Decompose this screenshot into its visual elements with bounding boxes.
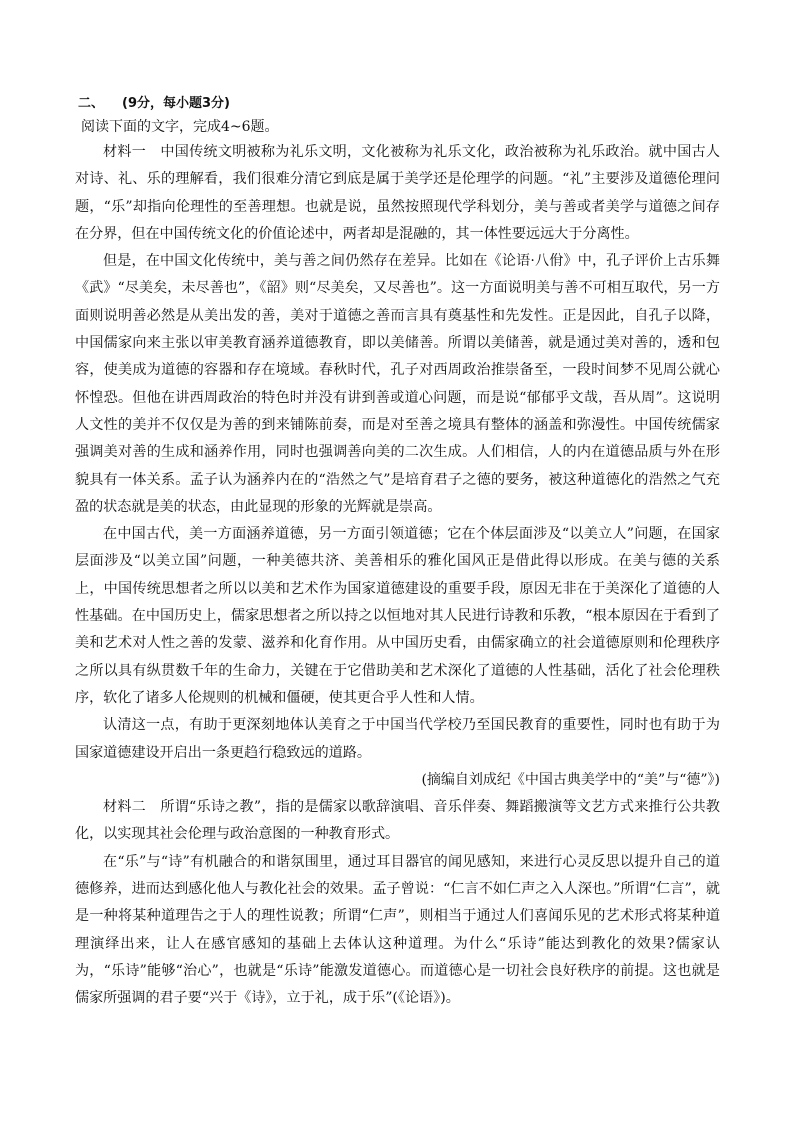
material2-paragraph-1: 材料二 所谓“乐诗之教”，指的是儒家以歌辞演唱、音乐伴奏、舞蹈搬演等文艺方式来推行公共教化，以实现其社会伦理与政治意图的一种教育形式。 [75, 799, 720, 843]
section-heading [75, 93, 720, 115]
section-number: 二、 [78, 96, 105, 111]
document-page [75, 93, 720, 1013]
material1-paragraph-1: 材料一 中国传统文明被称为礼乐文明，文化被称为礼乐文化，政治被称为礼乐政治。就中国古人对诗、礼、乐的理解看，我们很难分清它到底是属于美学还是伦理学的问题。“礼”主要涉及道德伦理问题，“乐”却指向伦理性的至善理想。也就是说，虽然按照现代学科划分，美与善或者美学与道德之间存在分界，但在中国传统文化的价值论述中，两者却是混融的，其一体性要远远大于分离性。 [75, 144, 720, 242]
material1-paragraph-4: 认清这一点，有助于更深刻地体认美育之于中国当代学校乃至国民教育的重要性，同时也有助于为国家道德建设开启出一条更趋行稳致远的道路。 [75, 717, 720, 761]
material2-paragraph-2: 在“乐”与“诗”有机融合的和谐氛围里，通过耳目器官的闻见感知，来进行心灵反思以提升自己的道德修养，进而达到感化他人与教化社会的效果。孟子曾说：“仁言不如仁声之入人深也。”所谓“仁言”，就是一种将某种道理告之于人的理性说教；所谓“仁声”，则相当于通过人们喜闻乐见的艺术形式将某种道理演绎出来，让人在感官感知的基础上去体认这种道理。为什么“乐诗”能达到教化的效果?儒家认为，“乐诗”能够“治心”，也就是“乐诗”能激发道德心。而道德心是一切社会良好秩序的前提。这也就是儒家所强调的君子要“兴于《诗》，立于礼，成于乐”(《论语》)。 [75, 853, 720, 1007]
material1-paragraph-3: 在中国古代，美一方面涵养道德，另一方面引领道德；它在个体层面涉及“以美立人”问题，在国家层面涉及“以美立国”问题，一种美德共济、美善相乐的雅化国风正是借此得以形成。在美与德的关系上，中国传统思想者之所以以美和艺术作为国家道德建设的重要手段，原因无非在于美深化了道德的人性基础。在中国历史上，儒家思想者之所以持之以恒地对其人民进行诗教和乐教，“根本原因在于看到了美和艺术对人性之善的发蒙、滋养和化育作用。从中国历史看，由儒家确立的社会道德原则和伦理秩序之所以具有纵贯数千年的生命力，关键在于它借助美和艺术深化了道德的人性基础，活化了社会伦理秩序，软化了诸多人伦规则的机械和僵硬，使其更合乎人性和人情。 [75, 526, 720, 706]
material1-source: (摘编自刘成纪《中国古典美学中的“美”与“德”》) [421, 771, 720, 788]
reading-instruction: 阅读下面的文字，完成4~6题。 [81, 119, 279, 135]
score-note: (9分，每小题3分) [122, 96, 230, 111]
material1-paragraph-2: 但是，在中国文化传统中，美与善之间仍然存在差异。比如在《论语·八佾》中，孔子评价上古乐舞《武》“尽美矣，未尽善也”，《韶》则“尽美矣，又尽善也”。这一方面说明美与善不可相互取代，另一方面则说明善必然是从美出发的善，美对于道德之善而言具有奠基性和先发性。正是因此，自孔子以降，中国儒家向来主张以审美教育涵养道德教育，即以美储善。所谓以美储善，就是通过美对善的，透和包容，使美成为道德的容器和存在境域。春秋时代，孔子对西周政治推崇备至，一段时间梦不见周公就心怀惶恐。但他在讲西周政治的特色时并没有讲到善或道心问题，而是说“郁郁乎文哉，吾从周”。这说明人文性的美并不仅仅是为善的到来铺陈前奏，而是对至善之境具有整体的涵盖和弥漫性。中国传统儒家强调美对善的生成和涵养作用，同时也强调善向美的二次生成。人们相信，人的内在道德品质与外在形貌具有一体关系。孟子认为涵养内在的“浩然之气”是培育君子之德的要务，被这种道德化的浩然之气充盈的状态就是美的状态，由此显现的形象的光辉就是崇高。 [75, 253, 720, 515]
